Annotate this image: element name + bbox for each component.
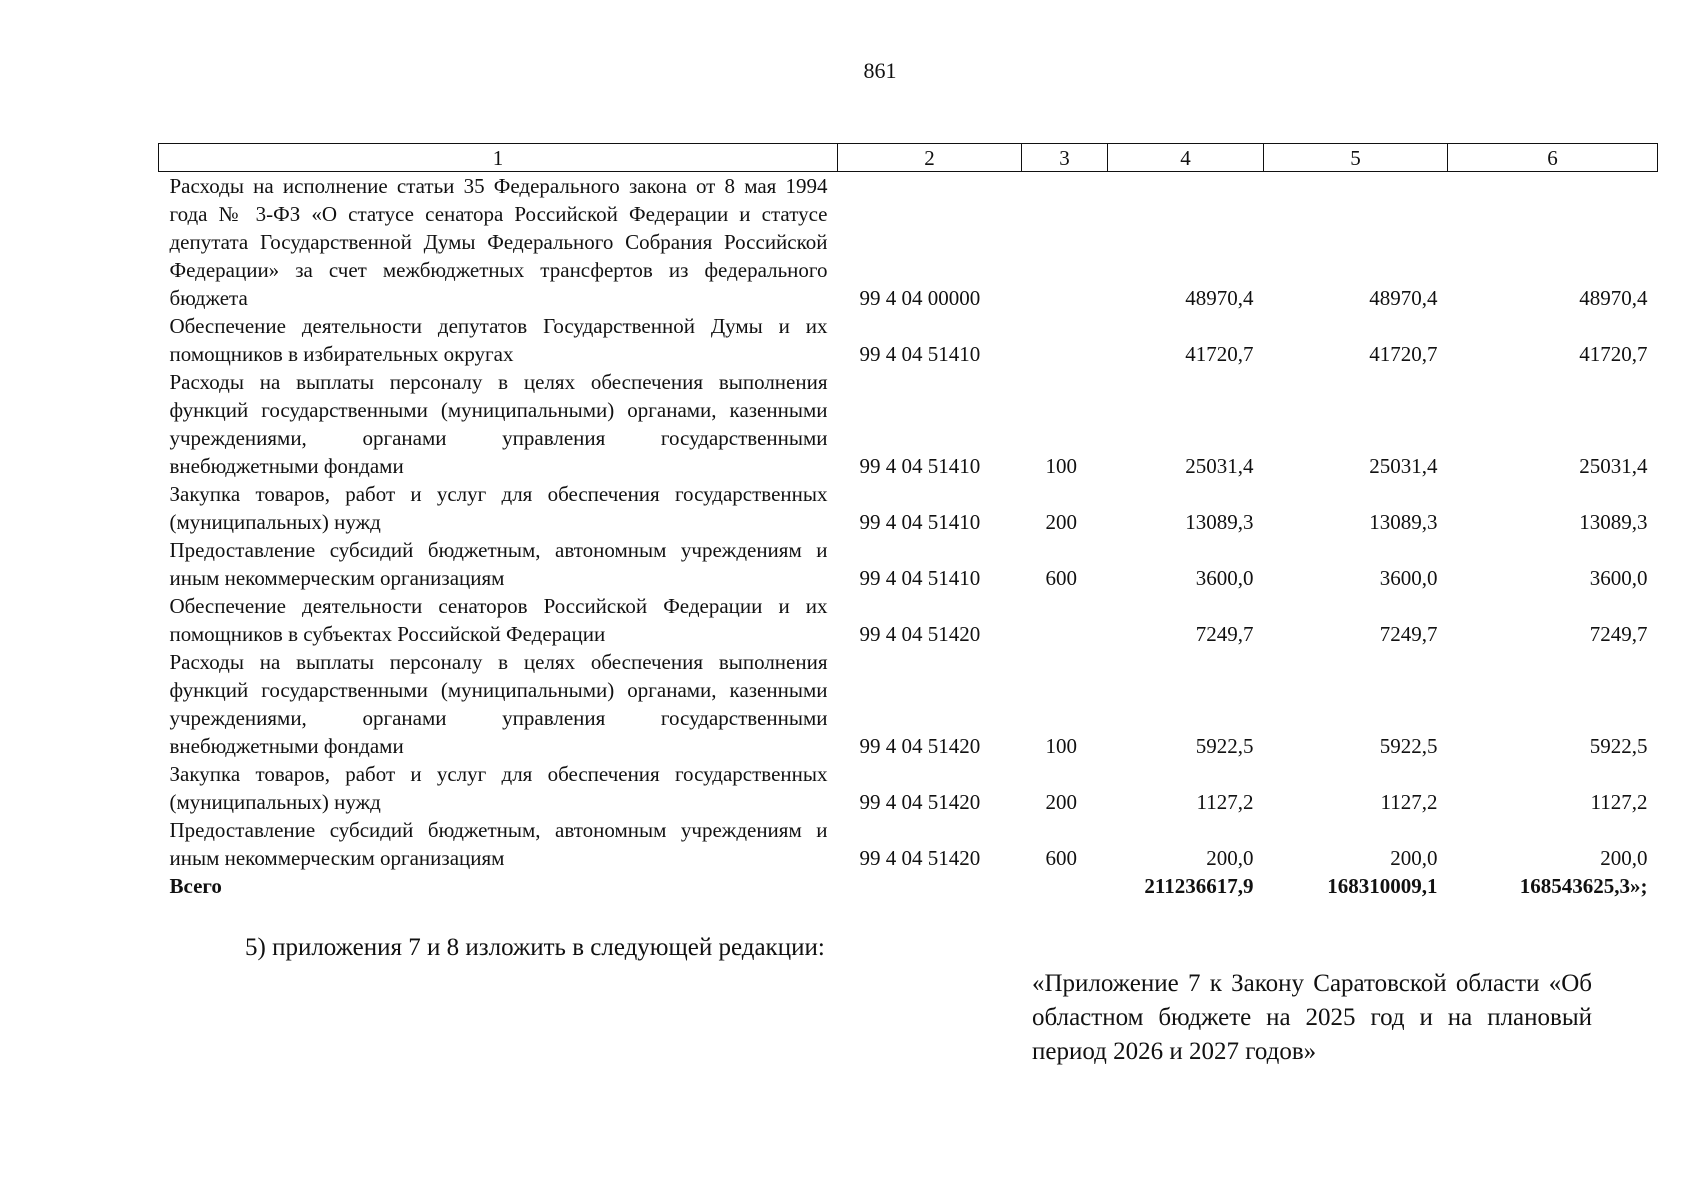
row-amount-2027: 48970,4 [1579,286,1648,310]
row-description: Предоставление субсидий бюджетным, автономным учреждениям и иным некоммерческим организациям [169,818,828,870]
col-header-4: 4 [1108,144,1264,172]
total-amount-2027: 168543625,3»; [1519,874,1648,898]
row-amount-2027: 3600,0 [1589,566,1648,590]
col-header-1: 1 [159,144,838,172]
row-amount-2027: 41720,7 [1579,342,1648,366]
row-description: Расходы на исполнение статьи 35 Федерального закона от 8 мая 1994 года № 3-ФЗ «О статусе сенатора Российской Федерации и статусе депутата Государственной Думы Федерального Собрания Российской Федерации» за счет межбюджетных трансфертов из федерального бюджета [169,174,828,310]
row-target-code: 99 4 04 00000 [859,286,981,310]
row-amount-2025: 5922,5 [1195,734,1254,758]
row-expense-type: 200 [1045,790,1077,814]
row-amount-2026: 3600,0 [1379,566,1438,590]
total-label: Всего [169,874,222,898]
row-amount-2026: 25031,4 [1369,454,1438,478]
amendment-paragraph: 5) приложения 7 и 8 изложить в следующей редакции: [245,934,825,961]
total-empty-type [1022,872,1108,900]
row-amount-2025: 13089,3 [1185,510,1254,534]
row-amount-2025: 200,0 [1206,846,1254,870]
row-expense-type: 600 [1045,566,1077,590]
row-amount-2026: 48970,4 [1369,286,1438,310]
row-target-code: 99 4 04 51410 [859,510,981,534]
row-amount-2027: 25031,4 [1579,454,1648,478]
table-row [159,368,1658,480]
total-empty-code [838,872,1022,900]
total-amount-2025: 211236617,9 [1144,874,1254,898]
row-target-code: 99 4 04 51410 [859,342,981,366]
row-expense-type [1022,592,1108,648]
row-expense-type [1022,172,1108,313]
row-description: Предоставление субсидий бюджетным, автономным учреждениям и иным некоммерческим организациям [169,538,828,590]
row-description: Расходы на выплаты персоналу в целях обеспечения выполнения функций государственными (муниципальными) органами, казенными учреждениями, органами управления государственными внебюджетными фондами [169,650,828,758]
row-target-code: 99 4 04 51420 [859,846,981,870]
row-amount-2026: 13089,3 [1369,510,1438,534]
row-amount-2027: 7249,7 [1589,622,1648,646]
row-amount-2026: 7249,7 [1379,622,1438,646]
table-row [159,760,1658,816]
table-row [159,536,1658,592]
table-header-row [159,144,1658,172]
row-expense-type [1022,312,1108,368]
row-amount-2026: 1127,2 [1380,790,1438,814]
row-amount-2027: 5922,5 [1589,734,1648,758]
row-expense-type: 200 [1045,510,1077,534]
row-description: Расходы на выплаты персоналу в целях обеспечения выполнения функций государственными (муниципальными) органами, казенными учреждениями, органами управления государственными внебюджетными фондами [169,370,828,478]
table-row [159,816,1658,872]
table-row [159,648,1658,760]
row-target-code: 99 4 04 51410 [859,454,981,478]
table-row [159,312,1658,368]
row-expense-type: 100 [1045,454,1077,478]
row-description: Закупка товаров, работ и услуг для обеспечения государственных (муниципальных) нужд [169,762,828,814]
col-header-6: 6 [1448,144,1658,172]
row-target-code: 99 4 04 51420 [859,734,981,758]
row-target-code: 99 4 04 51410 [859,566,981,590]
row-amount-2026: 5922,5 [1379,734,1438,758]
row-amount-2025: 7249,7 [1195,622,1254,646]
row-amount-2025: 48970,4 [1185,286,1254,310]
row-description: Обеспечение деятельности сенаторов Российской Федерации и их помощников в субъектах Российской Федерации [169,594,828,646]
table-row [159,172,1658,313]
row-expense-type: 600 [1045,846,1077,870]
row-amount-2027: 13089,3 [1579,510,1648,534]
row-amount-2026: 41720,7 [1369,342,1438,366]
row-description: Закупка товаров, работ и услуг для обеспечения государственных (муниципальных) нужд [169,482,828,534]
row-amount-2025: 3600,0 [1195,566,1254,590]
total-row [159,872,1658,900]
row-amount-2027: 1127,2 [1590,790,1648,814]
row-expense-type: 100 [1045,734,1077,758]
row-amount-2027: 200,0 [1600,846,1648,870]
total-amount-2026: 168310009,1 [1327,874,1438,898]
row-target-code: 99 4 04 51420 [859,622,981,646]
appendix-reference: «Приложение 7 к Закону Саратовской области «Об областном бюджете на 2025 год и на плановый период 2026 и 2027 годов» [1032,970,1592,1065]
row-amount-2025: 1127,2 [1196,790,1254,814]
table-row [159,480,1658,536]
col-header-2: 2 [838,144,1022,172]
row-amount-2025: 25031,4 [1185,454,1254,478]
row-description: Обеспечение деятельности депутатов Государственной Думы и их помощников в избирательных округах [169,314,828,366]
col-header-5: 5 [1264,144,1448,172]
table-row [159,592,1658,648]
budget-table [158,143,1658,900]
row-amount-2026: 200,0 [1390,846,1438,870]
col-header-3: 3 [1022,144,1108,172]
row-amount-2025: 41720,7 [1185,342,1254,366]
row-target-code: 99 4 04 51420 [859,790,981,814]
page-number: 861 [863,58,897,83]
